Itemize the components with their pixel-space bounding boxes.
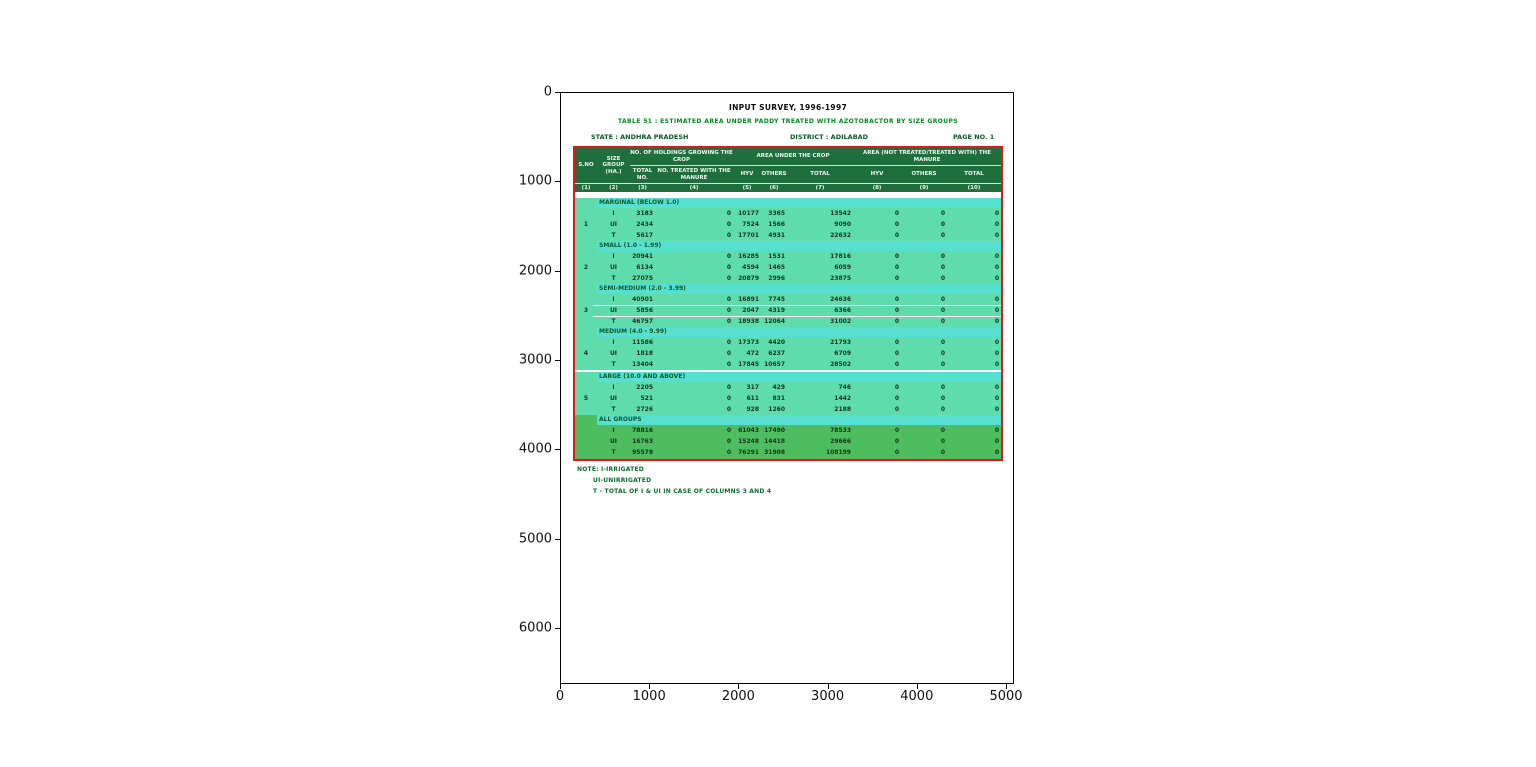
- value-cell: 27075: [632, 275, 653, 282]
- serial-number-cell: [575, 273, 597, 284]
- y-tick-mark: [555, 92, 560, 93]
- value-cell: 0: [894, 232, 899, 239]
- value-cell: 2996: [768, 275, 785, 282]
- value-cell: 14418: [764, 438, 785, 445]
- value-cell: 0: [726, 449, 731, 456]
- irrigation-type-cell: UI: [609, 350, 618, 357]
- value-cell: 0: [726, 210, 731, 217]
- value-cell: 24636: [830, 296, 851, 303]
- group-label-row: [575, 415, 1001, 425]
- value-cell: 31908: [764, 449, 785, 456]
- table-row: [575, 348, 1001, 359]
- serial-number-cell: 5: [583, 395, 589, 402]
- irrigation-type-cell: T: [611, 361, 616, 368]
- value-cell: 0: [726, 406, 731, 413]
- y-tick-mark: [555, 539, 560, 540]
- value-cell: 46757: [632, 318, 653, 325]
- value-cell: 0: [940, 253, 945, 260]
- value-cell: 0: [940, 232, 945, 239]
- value-cell: 5617: [636, 232, 653, 239]
- value-cell: 0: [894, 449, 899, 456]
- value-cell: 0: [894, 395, 899, 402]
- irrigation-type-cell: UI: [609, 307, 618, 314]
- y-tick-label: 1000: [518, 173, 552, 189]
- value-cell: 61043: [738, 427, 759, 434]
- y-tick-mark: [555, 449, 560, 450]
- value-cell: 6709: [834, 350, 851, 357]
- irrigation-type-cell: I: [612, 427, 615, 434]
- y-tick-label: 5000: [518, 531, 552, 547]
- value-cell: 10177: [738, 210, 759, 217]
- header-treated-group: AREA (NOT TREATED/TREATED WITH) THE MANURE: [862, 150, 992, 163]
- value-cell: 0: [940, 427, 945, 434]
- size-group-section: [575, 327, 1001, 370]
- col-number-1: (1): [575, 183, 597, 192]
- irrigation-type-cell: UI: [609, 264, 618, 271]
- value-cell: 3365: [768, 210, 785, 217]
- value-cell: 928: [746, 406, 759, 413]
- value-cell: 12064: [764, 318, 785, 325]
- table-row: [575, 262, 1001, 273]
- value-cell: 7745: [768, 296, 785, 303]
- value-cell: 2047: [742, 307, 759, 314]
- serial-number-cell: 1: [583, 221, 589, 228]
- value-cell: 0: [994, 438, 999, 445]
- col-number-6: (6): [761, 183, 787, 192]
- group-label: SEMI-MEDIUM (2.0 - 3.99): [597, 284, 1001, 294]
- value-cell: 0: [940, 384, 945, 391]
- header-total-2: TOTAL: [947, 165, 1001, 183]
- size-group-section: [575, 198, 1001, 241]
- value-cell: 13404: [632, 361, 653, 368]
- serial-number-cell: 3: [583, 307, 589, 314]
- table-row: [575, 404, 1001, 415]
- value-cell: 521: [640, 395, 653, 402]
- value-cell: 0: [994, 221, 999, 228]
- note-line: UI-UNIRRIGATED: [593, 477, 652, 484]
- document-subtitle: TABLE 51 : ESTIMATED AREA UNDER PADDY TREATED WITH AZOTOBACTOR BY SIZE GROUPS: [617, 118, 959, 125]
- page-number-label: PAGE NO. 1: [953, 133, 995, 141]
- value-cell: 0: [994, 361, 999, 368]
- irrigation-type-cell: I: [612, 339, 615, 346]
- serial-number-cell: [575, 447, 597, 458]
- x-tick-label: 0: [555, 689, 565, 704]
- value-cell: 0: [894, 210, 899, 217]
- value-cell: 2205: [636, 384, 653, 391]
- value-cell: 4319: [768, 307, 785, 314]
- value-cell: 1531: [768, 253, 785, 260]
- value-cell: 0: [726, 296, 731, 303]
- value-cell: 6134: [636, 264, 653, 271]
- value-cell: 0: [726, 339, 731, 346]
- value-cell: 0: [940, 307, 945, 314]
- value-cell: 1566: [768, 221, 785, 228]
- group-label-row: [575, 327, 1001, 337]
- irrigation-type-cell: I: [612, 210, 615, 217]
- value-cell: 10657: [764, 361, 785, 368]
- value-cell: 1442: [834, 395, 851, 402]
- irrigation-type-cell: T: [611, 406, 616, 413]
- size-group-section: [575, 415, 1001, 459]
- value-cell: 76291: [738, 449, 759, 456]
- y-tick-label: 4000: [518, 441, 552, 457]
- data-table: [573, 146, 1003, 461]
- document-title: INPUT SURVEY, 1996-1997: [729, 103, 847, 112]
- value-cell: 0: [894, 339, 899, 346]
- table-row: [575, 219, 1001, 230]
- value-cell: 16763: [632, 438, 653, 445]
- value-cell: 0: [994, 296, 999, 303]
- value-cell: 108199: [825, 449, 851, 456]
- value-cell: 6366: [834, 307, 851, 314]
- header-holdings-group: NO. OF HOLDINGS GROWING THE CROP: [630, 150, 733, 163]
- col-number-3: (3): [630, 183, 655, 192]
- group-sno-spacer: [575, 241, 597, 251]
- value-cell: 16285: [738, 253, 759, 260]
- value-cell: 0: [894, 275, 899, 282]
- value-cell: 0: [994, 406, 999, 413]
- table-row: [575, 251, 1001, 262]
- value-cell: 0: [940, 406, 945, 413]
- value-cell: 2188: [834, 406, 851, 413]
- serial-number-cell: [575, 404, 597, 415]
- x-tick-label: 5000: [989, 689, 1023, 704]
- serial-number-cell: [575, 208, 597, 219]
- header-others-1: OTHERS: [761, 165, 787, 183]
- col-number-8: (8): [853, 183, 901, 192]
- irrigation-type-cell: T: [611, 232, 616, 239]
- group-label-row: [575, 284, 1001, 294]
- table-row: [575, 305, 1001, 316]
- value-cell: 23875: [830, 275, 851, 282]
- x-tick-label: 4000: [900, 689, 934, 704]
- value-cell: 0: [894, 296, 899, 303]
- value-cell: 0: [726, 307, 731, 314]
- size-group-section: [575, 284, 1001, 327]
- irrigation-type-cell: UI: [609, 395, 618, 402]
- header-hyv-2: HYV: [853, 165, 901, 183]
- group-sno-spacer: [575, 284, 597, 294]
- serial-number-cell: [575, 230, 597, 241]
- value-cell: 6059: [834, 264, 851, 271]
- irrigation-type-cell: T: [611, 275, 616, 282]
- group-label: MEDIUM (4.0 - 9.99): [597, 327, 1001, 337]
- value-cell: 3183: [636, 210, 653, 217]
- irrigation-type-cell: UI: [609, 438, 618, 445]
- header-area-group: AREA UNDER THE CROP: [756, 153, 830, 160]
- group-sno-spacer: [575, 327, 597, 337]
- value-cell: 429: [772, 384, 785, 391]
- value-cell: 0: [940, 275, 945, 282]
- value-cell: 0: [894, 221, 899, 228]
- value-cell: 0: [894, 384, 899, 391]
- group-label-row: [575, 198, 1001, 208]
- value-cell: 746: [838, 384, 851, 391]
- value-cell: 0: [994, 339, 999, 346]
- header-hyv-1: HYV: [733, 165, 761, 183]
- value-cell: 0: [726, 361, 731, 368]
- district-label: DISTRICT : ADILABAD: [790, 133, 869, 141]
- irrigation-type-cell: T: [611, 449, 616, 456]
- serial-number-cell: [575, 359, 597, 370]
- x-tick-label: 2000: [721, 689, 755, 704]
- value-cell: 0: [940, 339, 945, 346]
- value-cell: 0: [940, 449, 945, 456]
- value-cell: 0: [940, 350, 945, 357]
- header-others-2: OTHERS: [901, 165, 947, 183]
- value-cell: 0: [894, 427, 899, 434]
- value-cell: 0: [894, 264, 899, 271]
- y-tick-label: 0: [543, 84, 552, 100]
- note-line: NOTE: I-IRRIGATED: [577, 466, 644, 473]
- y-tick-mark: [555, 360, 560, 361]
- value-cell: 20879: [738, 275, 759, 282]
- value-cell: 29666: [830, 438, 851, 445]
- table-row: [575, 337, 1001, 348]
- value-cell: 2726: [636, 406, 653, 413]
- value-cell: 21793: [830, 339, 851, 346]
- value-cell: 17701: [738, 232, 759, 239]
- table-row: [575, 436, 1001, 447]
- value-cell: 9090: [834, 221, 851, 228]
- value-cell: 17490: [764, 427, 785, 434]
- value-cell: 0: [726, 427, 731, 434]
- table-row: [575, 316, 1001, 327]
- value-cell: 0: [726, 253, 731, 260]
- group-sno-spacer: [575, 415, 597, 425]
- serial-number-cell: [575, 337, 597, 348]
- serial-number-cell: 4: [583, 350, 589, 357]
- value-cell: 0: [894, 318, 899, 325]
- y-tick-mark: [555, 271, 560, 272]
- header-no-treated: NO. TREATED WITH THE MANURE: [655, 165, 733, 183]
- value-cell: 611: [746, 395, 759, 402]
- value-cell: 20941: [632, 253, 653, 260]
- value-cell: 0: [994, 210, 999, 217]
- serial-number-cell: [575, 316, 597, 327]
- value-cell: 831: [772, 395, 785, 402]
- value-cell: 40901: [632, 296, 653, 303]
- value-cell: 0: [726, 264, 731, 271]
- x-tick-label: 1000: [632, 689, 666, 704]
- irrigation-type-cell: I: [612, 253, 615, 260]
- table-row: [575, 294, 1001, 305]
- value-cell: 5856: [636, 307, 653, 314]
- serial-number-cell: [575, 251, 597, 262]
- value-cell: 4931: [768, 232, 785, 239]
- table-row: [575, 382, 1001, 393]
- value-cell: 317: [746, 384, 759, 391]
- table-row: [575, 208, 1001, 219]
- col-number-4: (4): [655, 183, 733, 192]
- table-row: [575, 230, 1001, 241]
- value-cell: 4594: [742, 264, 759, 271]
- size-group-section: [575, 372, 1001, 415]
- irrigation-type-cell: I: [612, 296, 615, 303]
- value-cell: 0: [894, 406, 899, 413]
- value-cell: 0: [894, 253, 899, 260]
- group-sno-spacer: [575, 372, 597, 382]
- value-cell: 6237: [768, 350, 785, 357]
- table-header: [575, 148, 1001, 192]
- value-cell: 78533: [830, 427, 851, 434]
- serial-number-cell: [575, 294, 597, 305]
- serial-number-cell: [575, 436, 597, 447]
- value-cell: 17373: [738, 339, 759, 346]
- value-cell: 0: [994, 264, 999, 271]
- value-cell: 17845: [738, 361, 759, 368]
- value-cell: 0: [994, 427, 999, 434]
- value-cell: 0: [726, 318, 731, 325]
- col-number-2: (2): [597, 183, 630, 192]
- irrigation-type-cell: I: [612, 384, 615, 391]
- y-tick-label: 2000: [518, 263, 552, 279]
- value-cell: 2434: [636, 221, 653, 228]
- value-cell: 0: [726, 221, 731, 228]
- value-cell: 7524: [742, 221, 759, 228]
- header-total-1: TOTAL: [787, 165, 853, 183]
- value-cell: 0: [726, 384, 731, 391]
- y-tick-label: 3000: [518, 352, 552, 368]
- value-cell: 0: [994, 232, 999, 239]
- value-cell: 0: [994, 395, 999, 402]
- value-cell: 11586: [632, 339, 653, 346]
- value-cell: 0: [940, 221, 945, 228]
- y-tick-label: 6000: [518, 620, 552, 636]
- value-cell: 0: [940, 264, 945, 271]
- col-number-7: (7): [787, 183, 853, 192]
- table-body: [575, 198, 1001, 459]
- table-row: [575, 393, 1001, 404]
- value-cell: 0: [940, 318, 945, 325]
- table-row: [575, 359, 1001, 370]
- value-cell: 0: [994, 318, 999, 325]
- group-label: LARGE (10.0 AND ABOVE): [597, 372, 1001, 382]
- value-cell: 17816: [830, 253, 851, 260]
- y-tick-mark: [555, 181, 560, 182]
- group-label-row: [575, 241, 1001, 251]
- table-row: [575, 425, 1001, 436]
- value-cell: 0: [994, 384, 999, 391]
- group-label-row: [575, 372, 1001, 382]
- group-label: MARGINAL (BELOW 1.0): [597, 198, 1001, 208]
- header-total-no: TOTAL NO.: [630, 165, 655, 183]
- value-cell: 0: [994, 275, 999, 282]
- col-number-5: (5): [733, 183, 761, 192]
- serial-number-cell: [575, 382, 597, 393]
- value-cell: 22632: [830, 232, 851, 239]
- value-cell: 0: [940, 210, 945, 217]
- value-cell: 18938: [738, 318, 759, 325]
- header-sno: S.NO: [578, 162, 594, 169]
- irrigation-type-cell: T: [611, 318, 616, 325]
- value-cell: 0: [894, 438, 899, 445]
- size-group-section: [575, 241, 1001, 284]
- value-cell: 0: [940, 438, 945, 445]
- value-cell: 78816: [632, 427, 653, 434]
- table-row: [575, 447, 1001, 458]
- value-cell: 0: [894, 307, 899, 314]
- serial-number-cell: [575, 425, 597, 436]
- value-cell: 0: [994, 253, 999, 260]
- value-cell: 0: [940, 361, 945, 368]
- value-cell: 95579: [632, 449, 653, 456]
- col-number-10: (10): [947, 183, 1001, 192]
- irrigation-type-cell: UI: [609, 221, 618, 228]
- value-cell: 16891: [738, 296, 759, 303]
- value-cell: 0: [994, 307, 999, 314]
- state-label: STATE : ANDHRA PRADESH: [591, 133, 689, 141]
- value-cell: 0: [940, 296, 945, 303]
- value-cell: 1818: [636, 350, 653, 357]
- y-tick-mark: [555, 628, 560, 629]
- value-cell: 13542: [830, 210, 851, 217]
- value-cell: 4420: [768, 339, 785, 346]
- header-size-group: SIZE GROUP (HA.): [602, 156, 625, 175]
- group-label: SMALL (1.0 - 1.99): [597, 241, 1001, 251]
- value-cell: 15248: [738, 438, 759, 445]
- value-cell: 0: [726, 232, 731, 239]
- value-cell: 0: [726, 275, 731, 282]
- value-cell: 31002: [830, 318, 851, 325]
- note-line: T - TOTAL OF I & UI IN CASE OF COLUMNS 3 AND 4: [593, 488, 772, 495]
- group-label: ALL GROUPS: [597, 415, 1001, 425]
- value-cell: 28502: [830, 361, 851, 368]
- value-cell: 0: [726, 395, 731, 402]
- col-number-9: (9): [901, 183, 947, 192]
- value-cell: 0: [994, 350, 999, 357]
- value-cell: 0: [726, 438, 731, 445]
- value-cell: 1465: [768, 264, 785, 271]
- value-cell: 0: [894, 361, 899, 368]
- value-cell: 0: [726, 350, 731, 357]
- serial-number-cell: 2: [583, 264, 589, 271]
- table-row: [575, 273, 1001, 284]
- value-cell: 0: [994, 449, 999, 456]
- value-cell: 472: [746, 350, 759, 357]
- x-tick-label: 3000: [811, 689, 845, 704]
- group-sno-spacer: [575, 198, 597, 208]
- value-cell: 0: [940, 395, 945, 402]
- value-cell: 0: [894, 350, 899, 357]
- value-cell: 1260: [768, 406, 785, 413]
